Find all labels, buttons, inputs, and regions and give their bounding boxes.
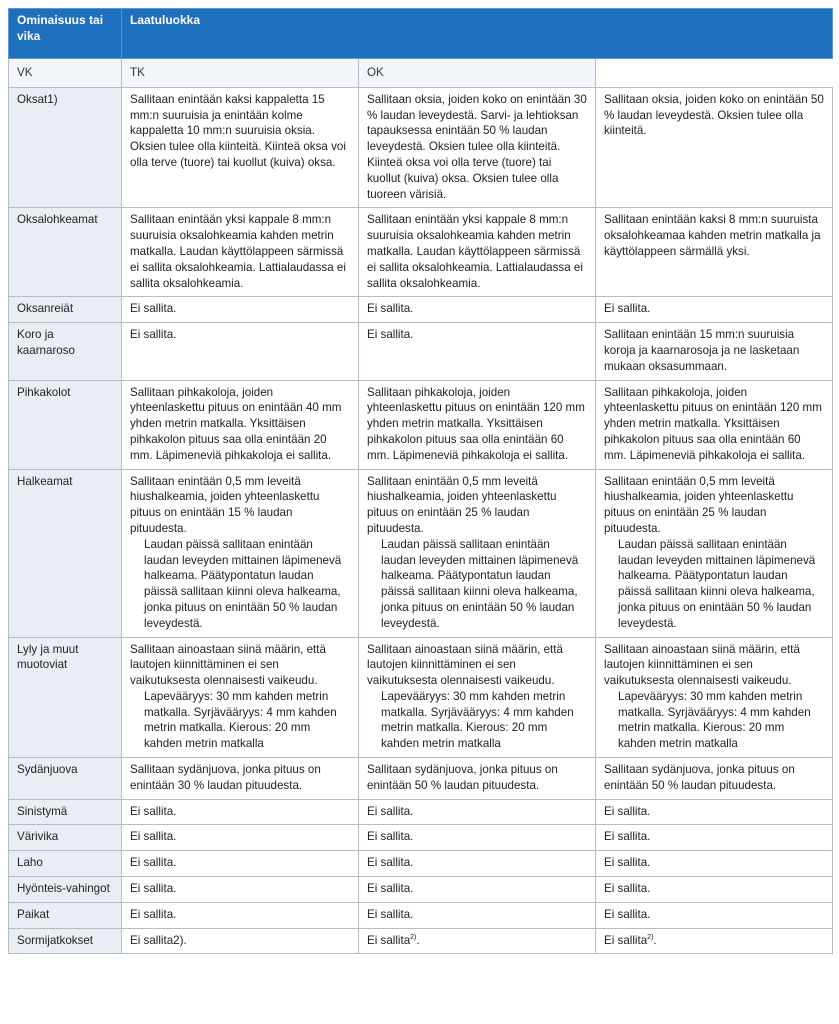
row-property-name: Laho xyxy=(9,851,122,877)
cell-vk xyxy=(122,297,359,323)
cell-tk xyxy=(359,799,596,825)
table-row xyxy=(9,877,833,903)
cell-tk xyxy=(359,380,596,469)
cell-tk xyxy=(359,297,596,323)
cell-text: Sallitaan oksia, joiden koko on enintään 30 % laudan leveydestä. Sarvi- ja lehtioksan tapauksessa enintään 50 % laudan leveydestä. Oksien tulee olla kiinteitä. Kiinteä oksa voi olla terve (tuore) tai kuollut (kuiva) oksa. Oksien tulee olla tuoreen värisiä. xyxy=(367,92,587,201)
row-property-name: Paikat xyxy=(9,902,122,928)
cell-ok xyxy=(596,469,833,637)
row-property-name: Lyly ja muut muotoviat xyxy=(9,637,122,758)
cell-text: Ei sallita. xyxy=(367,830,414,844)
cell-text: Ei sallita. xyxy=(130,882,177,896)
header-quality-class: Laatuluokka xyxy=(122,9,833,59)
row-property-name: Värivika xyxy=(9,825,122,851)
cell-ok xyxy=(596,208,833,297)
cell-vk xyxy=(122,469,359,637)
cell-tk xyxy=(359,928,596,954)
cell-tk xyxy=(359,851,596,877)
table-row xyxy=(9,87,833,208)
cell-ok xyxy=(596,851,833,877)
table-row xyxy=(9,758,833,800)
cell-vk xyxy=(122,323,359,380)
cell-text: Sallitaan enintään kaksi 8 mm:n suuruista oksalohkeamaa kahden metrin matkalla ja käyttölappeen särmällä yksi. xyxy=(604,213,821,258)
cell-text: Ei sallita. xyxy=(367,804,414,818)
cell-text: Sallitaan enintään 0,5 mm leveitä hiushalkeamia, joiden yhteenlaskettu pituus on enintään 15 % laudan pituudesta. xyxy=(130,474,320,535)
cell-text: Sallitaan sydänjuova, jonka pituus on enintään 30 % laudan pituudesta. xyxy=(130,763,321,792)
cell-vk xyxy=(122,877,359,903)
row-property-name: Oksanreiät xyxy=(9,297,122,323)
cell-tk xyxy=(359,87,596,208)
cell-text: Sallitaan ainoastaan siinä määrin, että lautojen kiinnittäminen ei sen vaikutuksesta olennaisesti vaikeudu. xyxy=(604,642,800,688)
cell-text-indented: Laudan päissä sallitaan enintään laudan leveyden mittainen läpimenevä halkeama. Päätypontatun laudan päissä sallitaan kiinni oleva halkeama, jonka pituus on enintään 50 % laudan leveydestä. xyxy=(618,537,816,630)
cell-ok xyxy=(596,758,833,800)
class-header-ok: OK xyxy=(359,59,596,88)
cell-tk xyxy=(359,208,596,297)
cell-text: Ei sallita. xyxy=(367,856,414,870)
table-row xyxy=(9,928,833,954)
cell-vk xyxy=(122,380,359,469)
cell-vk xyxy=(122,902,359,928)
cell-ok xyxy=(596,637,833,758)
cell-ok xyxy=(596,380,833,469)
cell-text: Sallitaan sydänjuova, jonka pituus on enintään 50 % laudan pituudesta. xyxy=(367,763,558,792)
cell-tk xyxy=(359,825,596,851)
table-row xyxy=(9,208,833,297)
class-header-tk: TK xyxy=(122,59,359,88)
row-property-name: Sinistymä xyxy=(9,799,122,825)
table-row xyxy=(9,469,833,637)
cell-tk xyxy=(359,902,596,928)
cell-ok xyxy=(596,928,833,954)
cell-text: Ei sallita. xyxy=(367,882,414,896)
row-property-name: Pihkakolot xyxy=(9,380,122,469)
cell-tk xyxy=(359,637,596,758)
cell-text: Sallitaan enintään 0,5 mm leveitä hiushalkeamia, joiden yhteenlaskettu pituus on enintään 25 % laudan pituudesta. xyxy=(604,474,794,535)
table-row xyxy=(9,902,833,928)
cell-ok xyxy=(596,323,833,380)
header-property: Ominaisuus tai vika xyxy=(9,9,122,59)
cell-text-indented: Lapevääryys: 30 mm kahden metrin matkalla. Syrjävääryys: 4 mm kahden metrin matkalla. Kierous: 20 mm kahden metrin matkalla xyxy=(381,689,574,751)
cell-text-indented: Laudan päissä sallitaan enintään laudan leveyden mittainen läpimenevä halkeama. Päätypontatun laudan päissä sallitaan kiinni oleva halkeama, jonka pituus on enintään 50 % laudan leveydestä. xyxy=(381,537,579,630)
cell-text: Ei sallita. xyxy=(604,856,651,870)
cell-vk xyxy=(122,637,359,758)
cell-text: Ei sallita. xyxy=(604,302,651,316)
quality-class-table xyxy=(8,8,833,954)
cell-vk xyxy=(122,87,359,208)
cell-text: Ei sallita. xyxy=(604,804,651,818)
table-row xyxy=(9,799,833,825)
table-row xyxy=(9,637,833,758)
cell-text: Ei sallita. xyxy=(604,830,651,844)
footnote-marker: 2) xyxy=(647,933,654,941)
table-row xyxy=(9,851,833,877)
row-property-name: Sydänjuova xyxy=(9,758,122,800)
cell-tk xyxy=(359,877,596,903)
footnote-marker: 2) xyxy=(410,933,417,941)
row-property-name: Koro ja kaarnaroso xyxy=(9,323,122,380)
cell-text: Ei sallita xyxy=(604,933,648,947)
cell-vk xyxy=(122,758,359,800)
cell-text-indented: Lapevääryys: 30 mm kahden metrin matkalla. Syrjävääryys: 4 mm kahden metrin matkalla. Kierous: 20 mm kahden metrin matkalla xyxy=(144,689,337,751)
cell-ok xyxy=(596,297,833,323)
cell-ok xyxy=(596,87,833,208)
class-subheader-row xyxy=(9,59,833,88)
cell-vk xyxy=(122,799,359,825)
cell-tk xyxy=(359,323,596,380)
cell-ok xyxy=(596,825,833,851)
cell-text: Ei sallita. xyxy=(130,328,177,342)
cell-text: Ei sallita. xyxy=(367,907,414,921)
cell-text: Ei sallita. xyxy=(130,907,177,921)
cell-text: Sallitaan ainoastaan siinä määrin, että lautojen kiinnittäminen ei sen vaikutuksesta olennaisesti vaikeudu. xyxy=(367,642,563,688)
cell-text: Sallitaan enintään yksi kappale 8 mm:n suuruisia oksalohkeamia kahden metrin matkalla. Laudan käyttölappeen särmissä ei sallita oksalohkeamia. Lattialaudassa ei sallita oksalohkeamia. xyxy=(367,213,583,290)
row-property-name: Hyönteis-vahingot xyxy=(9,877,122,903)
cell-text: Ei sallita. xyxy=(367,302,414,316)
cell-text: Sallitaan pihkakoloja, joiden yhteenlaskettu pituus on enintään 120 mm yhden metrin matkalla. Yksittäisen pihkakolon pituus saa olla enintään 60 mm. Läpimeneviä pihkakoloja ei sallita. xyxy=(367,385,585,462)
cell-text: Ei sallita. xyxy=(130,302,177,316)
cell-vk xyxy=(122,928,359,954)
row-property-name: Sormijatkokset xyxy=(9,928,122,954)
document-page xyxy=(8,8,832,954)
cell-text: Ei sallita. xyxy=(130,830,177,844)
table-row xyxy=(9,323,833,380)
table-header-row xyxy=(9,9,833,59)
cell-ok xyxy=(596,902,833,928)
cell-text: Sallitaan enintään 15 mm:n suuruisia koroja ja kaarnarosoja ja ne lasketaan mukaan oksasummaan. xyxy=(604,328,800,373)
row-property-name: Halkeamat xyxy=(9,469,122,637)
row-property-name: Oksat1) xyxy=(9,87,122,208)
cell-text: Ei sallita. xyxy=(130,804,177,818)
cell-text: Sallitaan oksia, joiden koko on enintään 50 % laudan leveydestä. Oksien tulee olla kiinteitä. xyxy=(604,92,824,138)
cell-ok xyxy=(596,877,833,903)
cell-text: Sallitaan ainoastaan siinä määrin, että lautojen kiinnittäminen ei sen vaikutuksesta olennaisesti vaikeudu. xyxy=(130,642,326,688)
cell-text: Ei sallita. xyxy=(604,882,651,896)
row-property-name: Oksalohkeamat xyxy=(9,208,122,297)
cell-text: Sallitaan sydänjuova, jonka pituus on enintään 50 % laudan pituudesta. xyxy=(604,763,795,792)
cell-text: Ei sallita xyxy=(367,933,411,947)
cell-text-suffix: . xyxy=(416,933,420,947)
cell-text-indented: Laudan päissä sallitaan enintään laudan leveyden mittainen läpimenevä halkeama. Päätypontatun laudan päissä sallitaan kiinni oleva halkeama, jonka pituus on enintään 50 % laudan leveydestä. xyxy=(144,537,342,630)
cell-text: Sallitaan pihkakoloja, joiden yhteenlaskettu pituus on enintään 40 mm yhden metrin matkalla. Yksittäisen pihkakolon pituus saa olla enintään 20 mm. Läpimeneviä pihkakoloja ei sallita. xyxy=(130,385,342,462)
cell-vk xyxy=(122,208,359,297)
cell-vk xyxy=(122,851,359,877)
cell-text: Ei sallita. xyxy=(604,907,651,921)
cell-text: Sallitaan enintään 0,5 mm leveitä hiushalkeamia, joiden yhteenlaskettu pituus on enintään 25 % laudan pituudesta. xyxy=(367,474,557,535)
table-row xyxy=(9,825,833,851)
cell-vk xyxy=(122,825,359,851)
cell-text: Ei sallita. xyxy=(130,856,177,870)
cell-text: Sallitaan pihkakoloja, joiden yhteenlaskettu pituus on enintään 120 mm yhden metrin matkalla. Yksittäisen pihkakolon pituus saa olla enintään 60 mm. Läpimeneviä pihkakoloja ei sallita. xyxy=(604,385,822,462)
cell-text: Ei sallita. xyxy=(367,328,414,342)
cell-text: Sallitaan enintään yksi kappale 8 mm:n suuruisia oksalohkeamia kahden metrin matkalla. Laudan käyttölappeen särmissä ei sallita oksalohkeamia. Lattialaudassa ei sallita oksalohkeamia. xyxy=(130,213,346,290)
cell-text: Ei sallita2). xyxy=(130,933,187,947)
cell-text-indented: Lapevääryys: 30 mm kahden metrin matkalla. Syrjävääryys: 4 mm kahden metrin matkalla. Kierous: 20 mm kahden metrin matkalla xyxy=(618,689,811,751)
cell-tk xyxy=(359,758,596,800)
table-row xyxy=(9,297,833,323)
cell-text-suffix: . xyxy=(653,933,657,947)
cell-text: Sallitaan enintään kaksi kappaletta 15 mm:n suuruisia ja enintään kolme kappaletta 10 mm:n suuruisia oksia. Oksien tulee olla kiinteitä. Kiinteä oksa voi olla terve (tuore) tai kuollut (kuiva) oksa. xyxy=(130,92,346,169)
cell-ok xyxy=(596,799,833,825)
class-header-vk: VK xyxy=(9,59,122,88)
cell-tk xyxy=(359,469,596,637)
table-row xyxy=(9,380,833,469)
